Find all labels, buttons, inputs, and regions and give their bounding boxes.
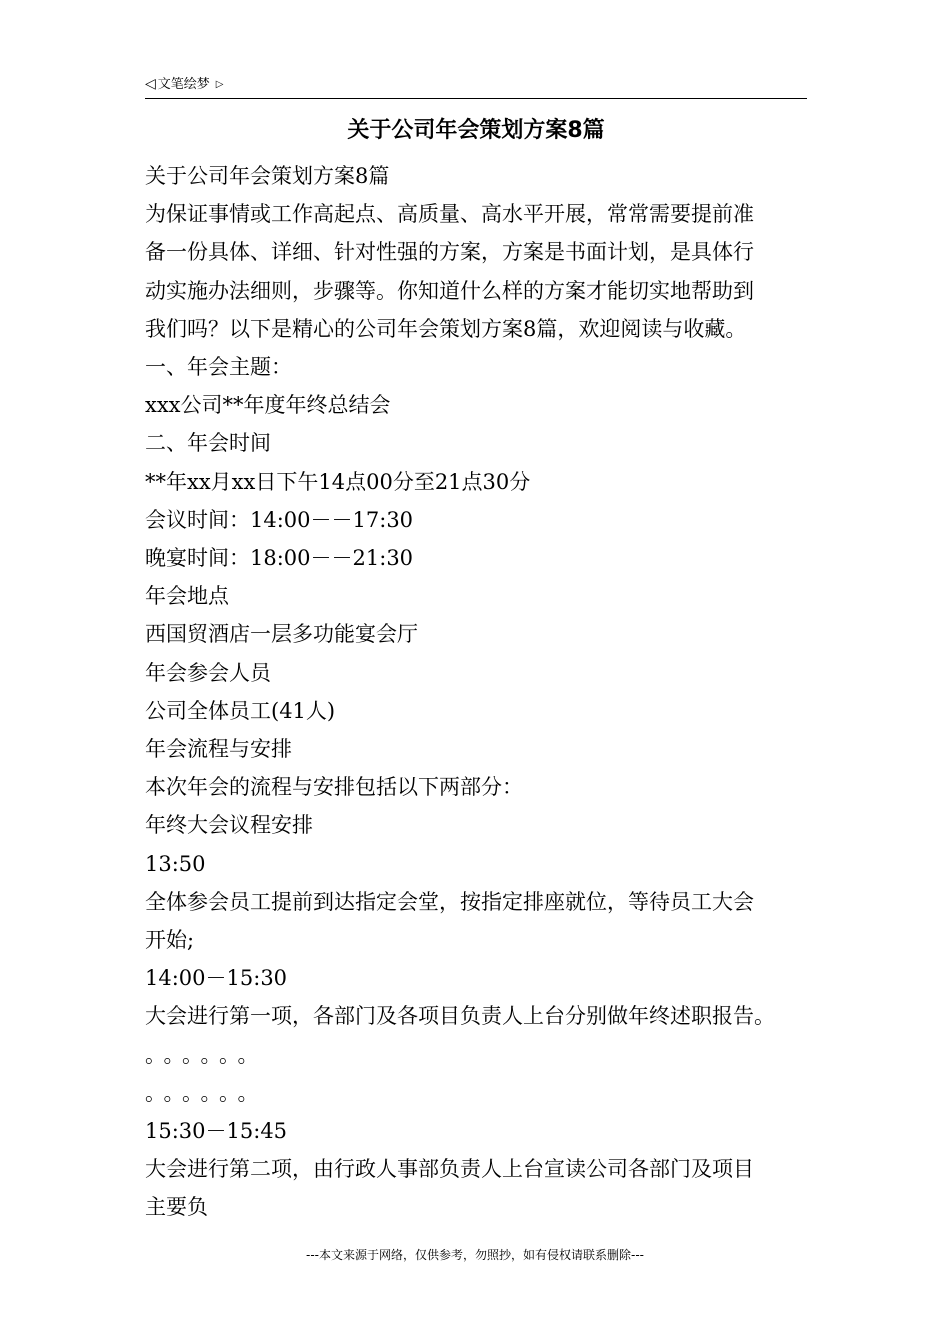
page-header — [145, 74, 807, 99]
body-line: 我们吗？以下是精心的公司年会策划方案8篇，欢迎阅读与收藏。 — [145, 316, 747, 341]
page-footer: ---本文来源于网络，仅供参考，勿照抄，如有侵权请联系删除--- — [306, 1248, 644, 1262]
header-brand: 文笔绘梦 — [157, 77, 210, 92]
body-line: 为保证事情或工作高起点、高质量、高水平开展，常常需要提前准 — [145, 202, 754, 227]
document-title: 关于公司年会策划方案8篇 — [347, 118, 605, 143]
section-heading: 年终大会议程安排 — [145, 813, 313, 838]
body-line: 公司全体员工(41人) — [145, 698, 336, 723]
body-line: 关于公司年会策划方案8篇 — [145, 164, 390, 188]
section-heading: 一、年会主题： — [145, 355, 292, 380]
section-heading: 二、年会时间 — [145, 431, 271, 456]
body-line: 大会进行第二项，由行政人事部负责人上台宣读公司各部门及项目 — [145, 1157, 754, 1182]
body-line: 西国贸酒店一层多功能宴会厅 — [145, 622, 418, 647]
time-line: 13:50 — [145, 851, 206, 876]
time-line: 14:00－15:30 — [145, 966, 288, 991]
body-line: 开始; — [145, 928, 195, 953]
body-line: 备一份具体、详细、针对性强的方案，方案是书面计划，是具体行 — [145, 240, 754, 265]
body-line: 主要负 — [145, 1195, 208, 1220]
body-line: 全体参会员工提前到达指定会堂，按指定排座就位，等待员工大会 — [145, 889, 754, 914]
triangle-right-icon: ▷ — [215, 79, 224, 90]
body-line: 大会进行第一项，各部门及各项目负责人上台分别做年终述职报告。 — [145, 1004, 775, 1029]
body-line: xxx公司**年度年终总结会 — [145, 393, 391, 418]
triangle-left-icon: ◁ — [145, 76, 156, 92]
body-line: 动实施办法细则，步骤等。你知道什么样的方案才能切实地帮助到 — [145, 278, 754, 303]
section-heading: 年会地点 — [145, 584, 229, 609]
body-line: 会议时间：14:00－－17:30 — [145, 507, 414, 532]
body-line: 晚宴时间：18:00－－21:30 — [145, 546, 414, 571]
body-line: **年xx月xx日下午14点00分至21点30分 — [145, 469, 531, 494]
section-heading: 年会参会人员 — [145, 660, 271, 685]
ellipsis-line: 。。。。。。 — [145, 1042, 267, 1067]
body-line: 本次年会的流程与安排包括以下两部分： — [145, 775, 523, 800]
time-line: 15:30－15:45 — [145, 1119, 288, 1144]
ellipsis-line: 。。。。。。 — [145, 1080, 267, 1105]
section-heading: 年会流程与安排 — [145, 737, 292, 762]
document-body — [145, 157, 817, 1227]
